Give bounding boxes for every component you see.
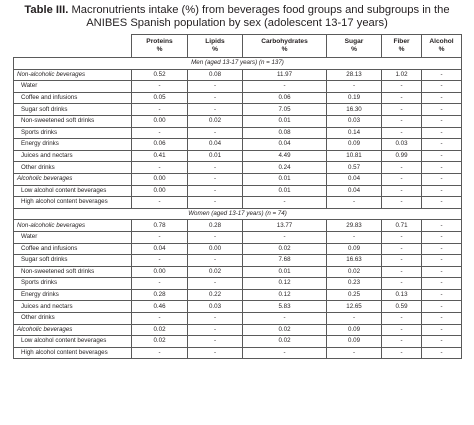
value-cell: - bbox=[243, 347, 327, 359]
value-cell: - bbox=[132, 278, 188, 290]
section-row bbox=[14, 58, 462, 70]
value-cell: 0.02 bbox=[188, 115, 243, 127]
value-cell: - bbox=[382, 347, 422, 359]
value-cell: - bbox=[382, 243, 422, 255]
value-cell: - bbox=[422, 289, 462, 301]
value-cell: - bbox=[188, 81, 243, 93]
value-cell: 7.05 bbox=[243, 104, 327, 116]
value-cell: - bbox=[382, 92, 422, 104]
value-cell: - bbox=[382, 104, 422, 116]
value-cell: 0.03 bbox=[382, 139, 422, 151]
value-cell: - bbox=[132, 81, 188, 93]
value-cell: 0.06 bbox=[243, 92, 327, 104]
subgroup-row bbox=[14, 255, 462, 267]
value-cell: 0.52 bbox=[132, 69, 188, 81]
value-cell: 0.06 bbox=[132, 139, 188, 151]
value-cell: - bbox=[327, 231, 382, 243]
value-cell: 0.04 bbox=[243, 139, 327, 151]
value-cell: 0.19 bbox=[327, 92, 382, 104]
header-proteins bbox=[132, 35, 188, 58]
value-cell: 0.02 bbox=[243, 336, 327, 348]
value-cell: - bbox=[422, 255, 462, 267]
value-cell: - bbox=[422, 185, 462, 197]
value-cell: - bbox=[132, 162, 188, 174]
value-cell: - bbox=[132, 255, 188, 267]
value-cell: - bbox=[422, 243, 462, 255]
value-cell: - bbox=[132, 313, 188, 325]
value-cell: 7.68 bbox=[243, 255, 327, 267]
group-row bbox=[14, 220, 462, 232]
value-cell: - bbox=[382, 324, 422, 336]
row-label: Sports drinks bbox=[14, 278, 132, 290]
value-cell: 0.01 bbox=[243, 115, 327, 127]
value-cell: - bbox=[422, 197, 462, 209]
row-label: Non-sweetened soft drinks bbox=[14, 266, 132, 278]
group-row bbox=[14, 69, 462, 81]
value-cell: 29.83 bbox=[327, 220, 382, 232]
value-cell: 0.59 bbox=[382, 301, 422, 313]
header-title: Sugar bbox=[344, 38, 364, 45]
value-cell: - bbox=[422, 104, 462, 116]
value-cell: 0.22 bbox=[188, 289, 243, 301]
value-cell: - bbox=[188, 127, 243, 139]
section-title: Women (aged 13-17 years) (n = 74) bbox=[14, 208, 462, 220]
row-label: Sugar soft drinks bbox=[14, 255, 132, 267]
subgroup-row bbox=[14, 92, 462, 104]
subgroup-row bbox=[14, 336, 462, 348]
value-cell: 0.71 bbox=[382, 220, 422, 232]
value-cell: 0.02 bbox=[132, 324, 188, 336]
header-title: Alcohol bbox=[429, 38, 454, 45]
value-cell: - bbox=[382, 115, 422, 127]
subgroup-row bbox=[14, 139, 462, 151]
value-cell: - bbox=[188, 197, 243, 209]
header-unit: % bbox=[351, 46, 357, 53]
value-cell: 0.08 bbox=[243, 127, 327, 139]
row-label: Coffee and infusions bbox=[14, 92, 132, 104]
group-row bbox=[14, 173, 462, 185]
value-cell: 0.02 bbox=[188, 266, 243, 278]
header-carbohydrates bbox=[243, 35, 327, 58]
value-cell: 0.04 bbox=[132, 243, 188, 255]
value-cell: 0.02 bbox=[327, 266, 382, 278]
value-cell: - bbox=[422, 220, 462, 232]
row-label: High alcohol content beverages bbox=[14, 197, 132, 209]
header-title: Proteins bbox=[146, 38, 173, 45]
value-cell: 0.09 bbox=[327, 243, 382, 255]
value-cell: - bbox=[382, 185, 422, 197]
row-label: Coffee and infusions bbox=[14, 243, 132, 255]
caption-label: Table III. bbox=[24, 4, 69, 16]
value-cell: - bbox=[422, 231, 462, 243]
value-cell: 0.09 bbox=[327, 139, 382, 151]
value-cell: 0.57 bbox=[327, 162, 382, 174]
value-cell: - bbox=[382, 231, 422, 243]
value-cell: 0.01 bbox=[243, 173, 327, 185]
value-cell: - bbox=[188, 278, 243, 290]
value-cell: 0.02 bbox=[243, 324, 327, 336]
macronutrients-table bbox=[13, 34, 462, 359]
value-cell: 0.04 bbox=[188, 139, 243, 151]
value-cell: - bbox=[422, 92, 462, 104]
table-body bbox=[14, 58, 462, 359]
header-unit: % bbox=[281, 46, 288, 53]
value-cell: 0.03 bbox=[188, 301, 243, 313]
value-cell: 0.04 bbox=[327, 185, 382, 197]
section-title: Men (aged 13-17 years) (n = 137) bbox=[14, 58, 462, 70]
row-label: Sports drinks bbox=[14, 127, 132, 139]
subgroup-row bbox=[14, 127, 462, 139]
value-cell: - bbox=[382, 255, 422, 267]
value-cell: - bbox=[422, 81, 462, 93]
row-label: Water bbox=[14, 81, 132, 93]
value-cell: - bbox=[382, 336, 422, 348]
value-cell: - bbox=[422, 336, 462, 348]
row-label: High alcohol content beverages bbox=[14, 347, 132, 359]
subgroup-row bbox=[14, 104, 462, 116]
value-cell: - bbox=[422, 347, 462, 359]
row-label: Water bbox=[14, 231, 132, 243]
value-cell: - bbox=[382, 162, 422, 174]
table-header bbox=[14, 35, 462, 58]
value-cell: 0.12 bbox=[243, 278, 327, 290]
value-cell: - bbox=[188, 313, 243, 325]
section-row bbox=[14, 208, 462, 220]
value-cell: - bbox=[132, 127, 188, 139]
value-cell: 0.23 bbox=[327, 278, 382, 290]
row-label: Alcoholic beverages bbox=[14, 324, 132, 336]
subgroup-row bbox=[14, 115, 462, 127]
value-cell: - bbox=[422, 301, 462, 313]
value-cell: - bbox=[243, 231, 327, 243]
subgroup-row bbox=[14, 81, 462, 93]
subgroup-row bbox=[14, 289, 462, 301]
value-cell: - bbox=[382, 173, 422, 185]
value-cell: 0.02 bbox=[132, 336, 188, 348]
value-cell: - bbox=[188, 173, 243, 185]
caption-line-1 bbox=[0, 4, 474, 17]
row-label: Low alcohol content beverages bbox=[14, 185, 132, 197]
value-cell: - bbox=[422, 69, 462, 81]
row-label: Low alcohol content beverages bbox=[14, 336, 132, 348]
value-cell: - bbox=[382, 313, 422, 325]
value-cell: - bbox=[422, 115, 462, 127]
value-cell: 0.14 bbox=[327, 127, 382, 139]
header-lipids bbox=[188, 35, 243, 58]
header-title: Fiber bbox=[393, 38, 410, 45]
value-cell: 0.25 bbox=[327, 289, 382, 301]
header-row bbox=[14, 35, 462, 58]
value-cell: - bbox=[382, 127, 422, 139]
value-cell: 0.00 bbox=[132, 115, 188, 127]
value-cell: 5.83 bbox=[243, 301, 327, 313]
subgroup-row bbox=[14, 347, 462, 359]
header-sugar bbox=[327, 35, 382, 58]
value-cell: 0.24 bbox=[243, 162, 327, 174]
value-cell: - bbox=[132, 231, 188, 243]
value-cell: - bbox=[422, 324, 462, 336]
value-cell: 0.04 bbox=[327, 173, 382, 185]
value-cell: - bbox=[188, 231, 243, 243]
value-cell: - bbox=[188, 336, 243, 348]
subgroup-row bbox=[14, 313, 462, 325]
value-cell: 0.46 bbox=[132, 301, 188, 313]
caption-line-2: ANIBES Spanish population by sex (adolescent 13-17 years) bbox=[86, 17, 388, 29]
header-title: Carbohydrates bbox=[261, 38, 308, 45]
value-cell: 11.97 bbox=[243, 69, 327, 81]
row-label: Energy drinks bbox=[14, 139, 132, 151]
value-cell: - bbox=[327, 81, 382, 93]
value-cell: 0.08 bbox=[188, 69, 243, 81]
value-cell: - bbox=[188, 185, 243, 197]
value-cell: - bbox=[188, 104, 243, 116]
value-cell: 0.09 bbox=[327, 336, 382, 348]
header-title: Lipids bbox=[205, 38, 225, 45]
value-cell: 0.00 bbox=[132, 266, 188, 278]
row-label: Non-alcoholic beverages bbox=[14, 69, 132, 81]
group-row bbox=[14, 324, 462, 336]
row-label: Juices and nectars bbox=[14, 301, 132, 313]
table-caption bbox=[0, 4, 474, 30]
value-cell: - bbox=[188, 255, 243, 267]
value-cell: 0.41 bbox=[132, 150, 188, 162]
value-cell: 0.02 bbox=[243, 243, 327, 255]
value-cell: 0.13 bbox=[382, 289, 422, 301]
value-cell: 0.00 bbox=[132, 173, 188, 185]
value-cell: 0.78 bbox=[132, 220, 188, 232]
value-cell: - bbox=[382, 266, 422, 278]
header-blank-cell bbox=[14, 35, 132, 58]
value-cell: 28.13 bbox=[327, 69, 382, 81]
value-cell: - bbox=[382, 197, 422, 209]
value-cell: - bbox=[327, 313, 382, 325]
value-cell: 0.00 bbox=[188, 243, 243, 255]
row-label: Non-alcoholic beverages bbox=[14, 220, 132, 232]
value-cell: 0.01 bbox=[188, 150, 243, 162]
value-cell: 0.01 bbox=[243, 266, 327, 278]
value-cell: 0.01 bbox=[243, 185, 327, 197]
value-cell: 16.63 bbox=[327, 255, 382, 267]
row-label: Other drinks bbox=[14, 162, 132, 174]
value-cell: - bbox=[188, 324, 243, 336]
row-label: Other drinks bbox=[14, 313, 132, 325]
value-cell: - bbox=[422, 266, 462, 278]
value-cell: - bbox=[188, 162, 243, 174]
value-cell: - bbox=[243, 197, 327, 209]
value-cell: 0.00 bbox=[132, 185, 188, 197]
subgroup-row bbox=[14, 266, 462, 278]
value-cell: 0.05 bbox=[132, 92, 188, 104]
row-label: Alcoholic beverages bbox=[14, 173, 132, 185]
subgroup-row bbox=[14, 231, 462, 243]
row-label: Non-sweetened soft drinks bbox=[14, 115, 132, 127]
subgroup-row bbox=[14, 278, 462, 290]
value-cell: - bbox=[132, 104, 188, 116]
value-cell: - bbox=[422, 139, 462, 151]
row-label: Juices and nectars bbox=[14, 150, 132, 162]
subgroup-row bbox=[14, 185, 462, 197]
value-cell: - bbox=[382, 81, 422, 93]
value-cell: 16.30 bbox=[327, 104, 382, 116]
value-cell: 0.03 bbox=[327, 115, 382, 127]
value-cell: - bbox=[422, 173, 462, 185]
header-unit: % bbox=[156, 46, 163, 53]
value-cell: - bbox=[382, 278, 422, 290]
header-alcohol bbox=[422, 35, 462, 58]
value-cell: - bbox=[422, 150, 462, 162]
value-cell: 0.28 bbox=[188, 220, 243, 232]
subgroup-row bbox=[14, 243, 462, 255]
value-cell: - bbox=[422, 313, 462, 325]
value-cell: 0.28 bbox=[132, 289, 188, 301]
header-fiber bbox=[382, 35, 422, 58]
value-cell: 12.65 bbox=[327, 301, 382, 313]
value-cell: - bbox=[327, 347, 382, 359]
value-cell: 13.77 bbox=[243, 220, 327, 232]
value-cell: - bbox=[422, 127, 462, 139]
value-cell: - bbox=[188, 92, 243, 104]
value-cell: 0.12 bbox=[243, 289, 327, 301]
value-cell: - bbox=[188, 347, 243, 359]
value-cell: - bbox=[422, 278, 462, 290]
value-cell: 0.99 bbox=[382, 150, 422, 162]
subgroup-row bbox=[14, 150, 462, 162]
row-label: Energy drinks bbox=[14, 289, 132, 301]
row-label: Sugar soft drinks bbox=[14, 104, 132, 116]
value-cell: 1.02 bbox=[382, 69, 422, 81]
header-unit: % bbox=[438, 46, 445, 53]
value-cell: - bbox=[132, 347, 188, 359]
header-unit: % bbox=[398, 46, 405, 53]
value-cell: 0.09 bbox=[327, 324, 382, 336]
header-unit: % bbox=[212, 46, 218, 53]
caption-text-1: Macronutrients intake (%) from beverages food groups and subgroups in the bbox=[71, 4, 450, 16]
subgroup-row bbox=[14, 197, 462, 209]
value-cell: - bbox=[243, 313, 327, 325]
value-cell: 10.81 bbox=[327, 150, 382, 162]
value-cell: - bbox=[243, 81, 327, 93]
value-cell: 4.49 bbox=[243, 150, 327, 162]
subgroup-row bbox=[14, 162, 462, 174]
value-cell: - bbox=[132, 197, 188, 209]
subgroup-row bbox=[14, 301, 462, 313]
value-cell: - bbox=[422, 162, 462, 174]
value-cell: - bbox=[327, 197, 382, 209]
